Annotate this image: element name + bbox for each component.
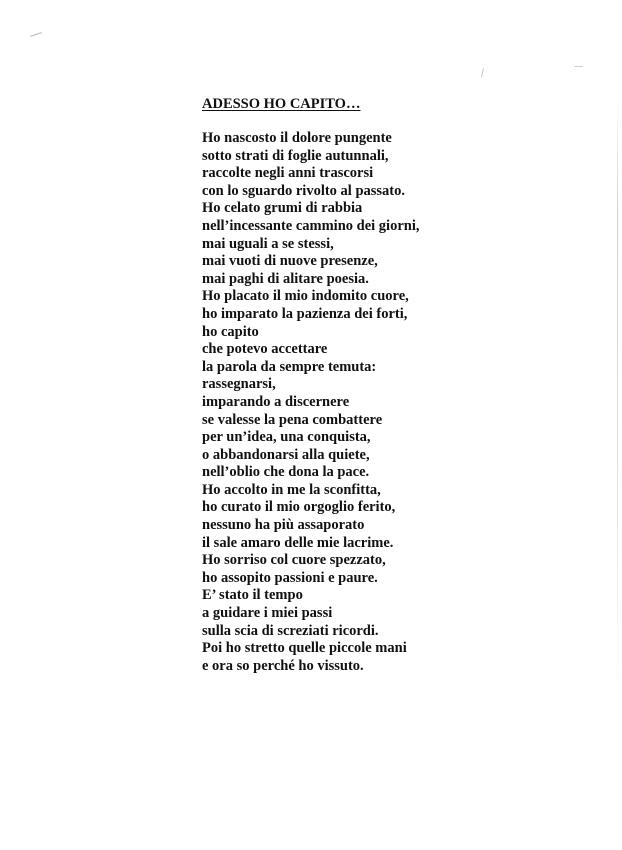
poem-line: E’ stato il tempo — [202, 587, 303, 604]
poem-title: ADESSO HO CAPITO… — [202, 96, 361, 112]
poem-line: rassegnarsi, — [202, 376, 276, 393]
poem-line: o abbandonarsi alla quiete, — [202, 446, 370, 463]
poem — [202, 95, 502, 675]
poem-line: e ora so perché ho vissuto. — [202, 657, 364, 674]
poem-line: ho curato il mio orgoglio ferito, — [202, 499, 396, 516]
poem-line: imparando a discernere — [202, 393, 350, 410]
poem-line: nell’incessante cammino dei giorni, — [202, 217, 420, 234]
poem-line: che potevo accettare — [202, 341, 328, 358]
poem-line: Poi ho stretto quelle piccole mani — [202, 640, 407, 657]
poem-line: se valesse la pena combattere — [202, 411, 383, 428]
poem-line: Ho nascosto il dolore pungente — [202, 130, 392, 146]
scan-speck — [481, 68, 484, 77]
poem-line: Ho sorriso col cuore spezzato, — [202, 552, 386, 569]
poem-line: la parola da sempre temuta: — [202, 358, 377, 375]
scan-speck — [574, 66, 583, 67]
poem-line: ho imparato la pazienza dei forti, — [202, 305, 408, 322]
poem-line: Ho accolto in me la sconfitta, — [202, 481, 381, 498]
poem-line: Ho placato il mio indomito cuore, — [202, 288, 409, 305]
poem-line: mai uguali a se stessi, — [202, 235, 334, 252]
scan-speck — [30, 32, 42, 37]
poem-line: nell’oblio che dona la pace. — [202, 464, 370, 481]
poem-line: raccolte negli anni trascorsi — [202, 165, 374, 182]
poem-line: Ho celato grumi di rabbia — [202, 200, 363, 217]
poem-line: nessuno ha più assaporato — [202, 517, 365, 534]
poem-body — [202, 130, 502, 675]
poem-line: ho capito — [202, 323, 259, 340]
scan-edge-shadow — [617, 90, 618, 710]
poem-line: con lo sguardo rivolto al passato. — [202, 182, 406, 199]
poem-line: il sale amaro delle mie lacrime. — [202, 534, 394, 551]
poem-line: sotto strati di foglie autunnali, — [202, 147, 389, 164]
poem-line: ho assopito passioni e paure. — [202, 569, 378, 586]
poem-line: a guidare i miei passi — [202, 605, 333, 622]
poem-line: mai vuoti di nuove presenze, — [202, 253, 378, 270]
poem-line: per un’idea, una conquista, — [202, 429, 371, 446]
poem-line: mai paghi di alitare poesia. — [202, 270, 369, 287]
poem-line: sulla scia di screziati ricordi. — [202, 622, 379, 639]
